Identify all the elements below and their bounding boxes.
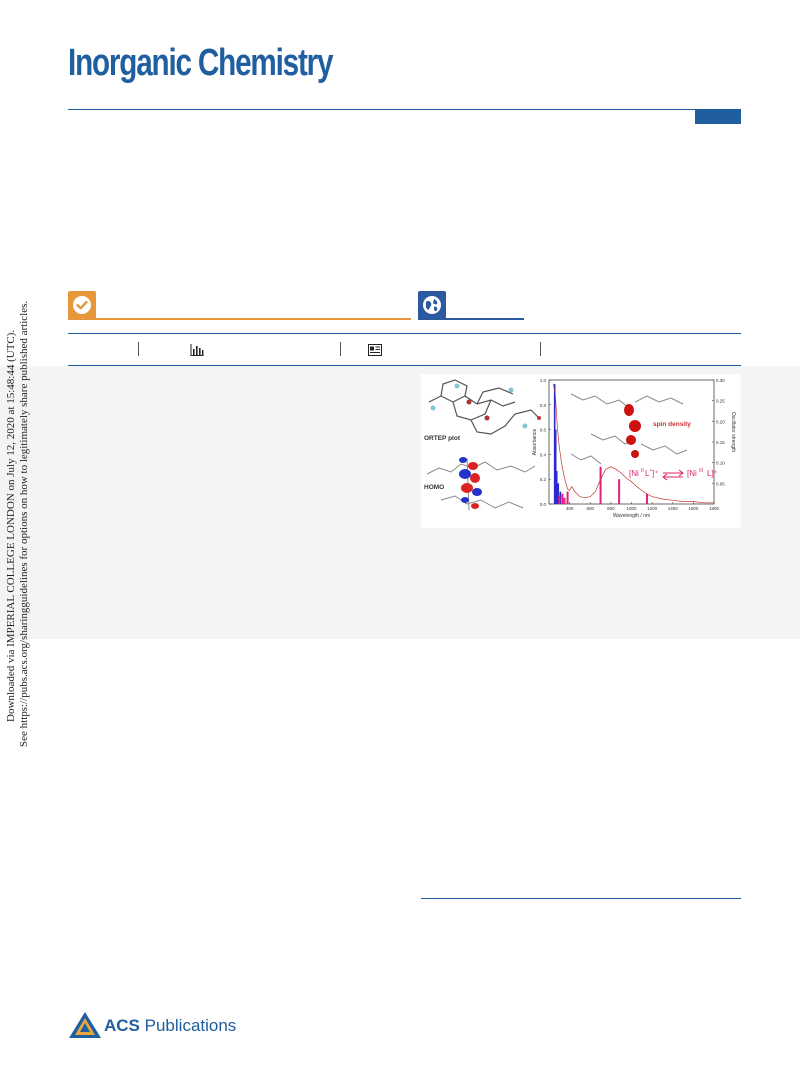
open-access-badge[interactable]	[418, 291, 446, 319]
x-tick-label: 400	[565, 506, 574, 511]
x-tick-label: 1600	[688, 506, 699, 511]
svg-text:L]⁺: L]⁺	[707, 469, 718, 478]
x-tick-label: 1800	[708, 506, 720, 511]
svg-text:II: II	[641, 468, 644, 474]
spin-density-molecule	[571, 394, 687, 464]
acs-publications-wordmark[interactable]	[104, 1016, 236, 1036]
y2-tick-label: 0.30	[716, 378, 725, 383]
acs-brand: ACS	[104, 1016, 140, 1035]
acs-logo-icon[interactable]	[68, 1011, 102, 1046]
x-tick-label: 600	[586, 506, 595, 511]
equilibrium-label	[629, 468, 718, 480]
spin-density-label: spin density	[653, 421, 691, 428]
globe-icon	[418, 291, 446, 319]
y-tick-label: 0.6	[539, 427, 546, 433]
x-tick-label: 1000	[626, 506, 637, 511]
toc-graphic	[421, 374, 741, 528]
y2-axis-label: Oscillator strength	[730, 411, 736, 453]
header-tab	[695, 110, 741, 124]
y2-tick-label: 0.05	[716, 481, 725, 487]
y2-tick-label: 0.20	[716, 419, 725, 425]
x-tick-label: 1400	[667, 506, 678, 511]
metrics-separator	[540, 342, 541, 356]
watermark-line-2: See https://pubs.acs.org/sharingguidelines for options on how to legitimately share published articles.	[18, 300, 30, 747]
article-recommendations-icon[interactable]	[368, 343, 382, 361]
metrics-top-rule	[68, 333, 741, 334]
metrics-icon[interactable]	[190, 343, 204, 361]
svg-text:•: •	[650, 468, 652, 474]
svg-text:]⁺: ]⁺	[652, 469, 659, 478]
homo-label: HOMO	[424, 484, 445, 491]
watermark-line-1: Downloaded via IMPERIAL COLLEGE LONDON on July 12, 2020 at 15:48:44 (UTC).	[5, 329, 17, 722]
y2-tick-label: 0.25	[716, 398, 725, 404]
footer-rule	[421, 898, 741, 899]
svg-text:[Ni: [Ni	[629, 469, 639, 478]
acs-publications-text: Publications	[144, 1016, 237, 1035]
ortep-label: ORTEP plot	[424, 435, 460, 442]
svg-text:L: L	[645, 469, 650, 478]
metrics-separator	[138, 342, 139, 356]
y-tick-label: 0.0	[539, 502, 546, 507]
x-tick-label: 800	[607, 506, 615, 511]
y2-tick-label: 0.10	[716, 460, 725, 466]
spectrum-chart	[532, 378, 736, 519]
svg-text:III: III	[699, 468, 704, 474]
y2-tick-label: 0.15	[716, 440, 725, 445]
journal-title: Inorganic Chemistry	[68, 42, 333, 84]
header-rule	[68, 109, 741, 110]
x-tick-label: 1200	[647, 506, 658, 511]
y-tick-label: 1.0	[539, 378, 546, 383]
y-axis-label: Absorbance	[532, 428, 538, 456]
badge-underline-blue	[418, 318, 524, 320]
y-tick-label: 0.4	[539, 452, 546, 458]
y-tick-label: 0.2	[539, 477, 546, 483]
check-badge[interactable]	[68, 291, 96, 319]
ortep-molecule	[429, 380, 541, 434]
badge-underline-orange	[68, 318, 411, 320]
y-tick-label: 0.8	[539, 402, 546, 408]
svg-text:[Ni: [Ni	[687, 469, 697, 478]
metrics-separator	[340, 342, 341, 356]
check-circle-icon	[68, 291, 96, 319]
x-axis-label: Wavelength / nm	[612, 513, 651, 519]
